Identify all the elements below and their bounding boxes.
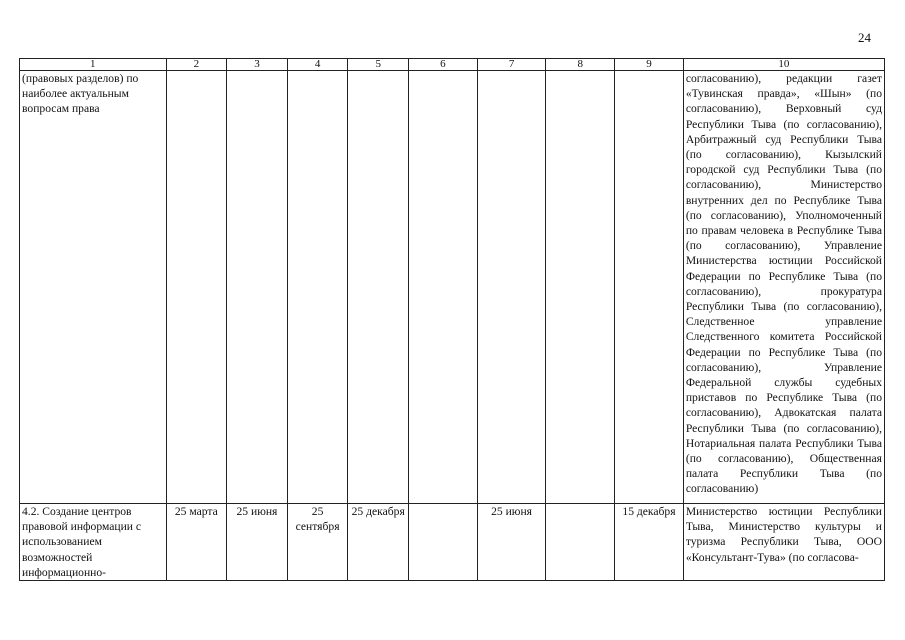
responsible-cell: Министерство юстиции Республики Тыва, Министерство культуры и туризма Республики Тыва, ООО «Консультант-Тува» (по согласова- xyxy=(683,504,884,581)
header-cell: 7 xyxy=(477,59,546,71)
date-cell: 25 декабря xyxy=(348,504,409,581)
header-cell: 1 xyxy=(20,59,167,71)
date-cell: 25 сентября xyxy=(287,504,348,581)
date-cell xyxy=(287,71,348,504)
date-cell xyxy=(348,71,409,504)
date-cell xyxy=(615,71,684,504)
date-cell xyxy=(409,504,478,581)
page-number: 24 xyxy=(858,30,871,45)
date-cell xyxy=(166,71,227,504)
table-row xyxy=(20,504,885,581)
header-cell: 9 xyxy=(615,59,684,71)
date-cell xyxy=(227,71,288,504)
header-cell: 5 xyxy=(348,59,409,71)
header-cell: 2 xyxy=(166,59,227,71)
table-row xyxy=(20,71,885,504)
responsible-cell: согласованию), редакции газет «Тувинская правда», «Шын» (по согласованию), Верховный суд Республики Тыва (по согласованию), Арбитражный суд Республики Тыва (по согласованию), Кызылский городской суд Республики Тыва (по согласованию), Министерство внутренних дел по Республике Тыва (по согласованию), Уполномоченный по правам человека в Республике Тыва (по согласованию), Управление Министерства юстиции Российской Федерации по Республике Тыва (по согласованию), прокуратура Республики Тыва (по согласованию), Следственное управление Следственного комитета Российской Федерации по Республике Тыва (по согласованию), Управление Федеральной службы судебных приставов по Республике Тыва (по согласованию), Адвокатская палата Республики Тыва (по согласованию), Нотариальная палата Республики Тыва (по согласованию), Общественная палата Республики Тыва (по согласованию) xyxy=(683,71,884,504)
date-cell xyxy=(546,71,615,504)
date-cell: 25 марта xyxy=(166,504,227,581)
date-cell: 25 июня xyxy=(477,504,546,581)
date-cell xyxy=(477,71,546,504)
header-cell: 6 xyxy=(409,59,478,71)
measure-cell: 4.2. Создание центров правовой информации с использованием возможностей информационно- xyxy=(20,504,167,581)
date-cell xyxy=(409,71,478,504)
header-cell: 4 xyxy=(287,59,348,71)
table-header-row xyxy=(20,59,885,71)
date-cell xyxy=(546,504,615,581)
measure-cell: (правовых разделов) по наиболее актуальным вопросам права xyxy=(20,71,167,504)
date-cell: 25 июня xyxy=(227,504,288,581)
header-cell: 10 xyxy=(683,59,884,71)
header-cell: 3 xyxy=(227,59,288,71)
plan-table xyxy=(19,58,885,581)
date-cell: 15 декабря xyxy=(615,504,684,581)
header-cell: 8 xyxy=(546,59,615,71)
